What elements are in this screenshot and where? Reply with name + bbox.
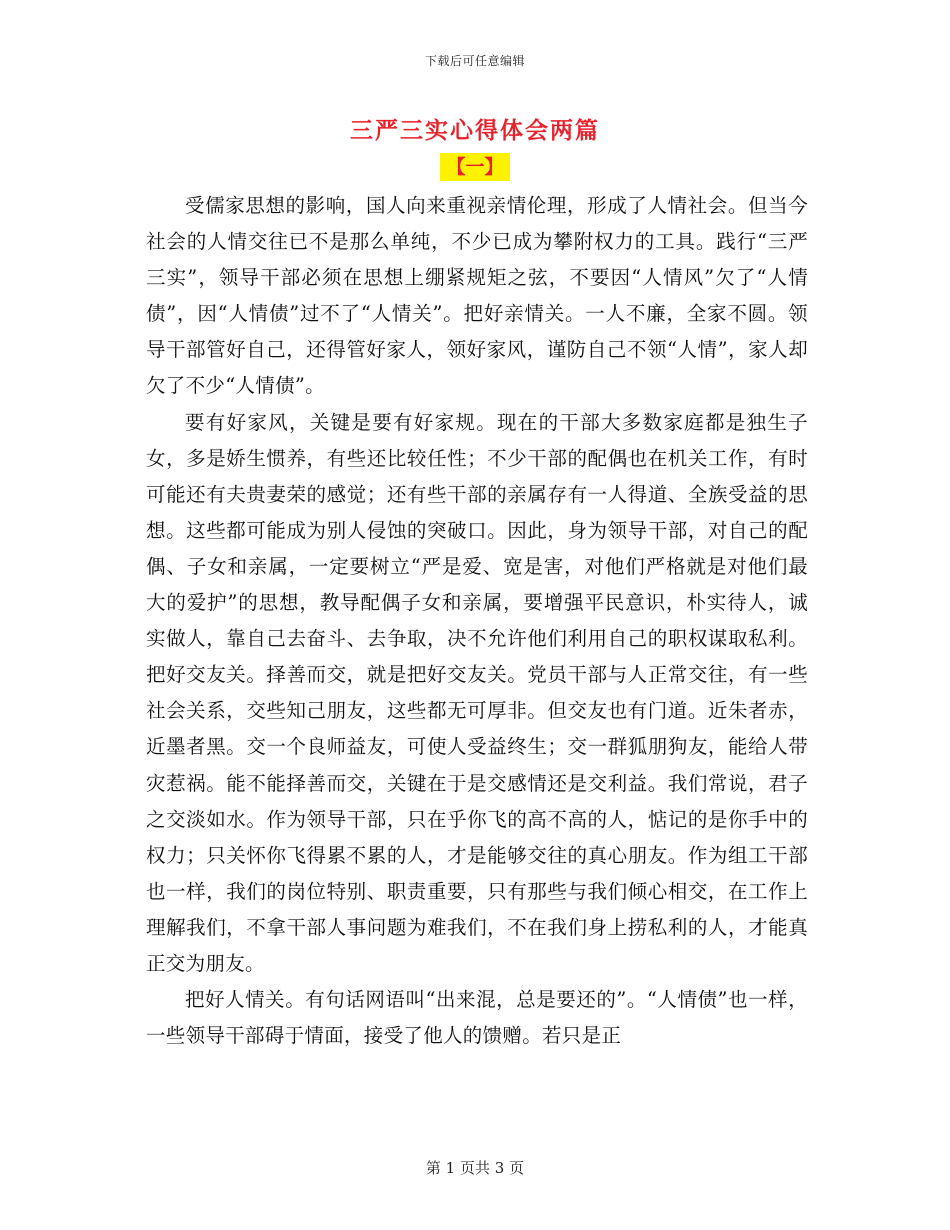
- page-footer: 第 1 页共 3 页: [425, 1159, 525, 1177]
- body-text: [146, 188, 808, 1054]
- section-label-container: [0, 153, 950, 181]
- paragraph-3: 把好人情关。有句话网语叫“出来混，总是要还的”。“人情债”也一样，一些领导干部碍于情面，接受了他人的馈赠。若只是正: [146, 988, 808, 1048]
- section-label: 【一】: [440, 153, 509, 181]
- header-note: 下载后可任意编辑: [424, 54, 525, 68]
- document-title: 三严三实心得体会两篇: [350, 118, 600, 144]
- paragraph-2: 要有好家风，关键是要有好家规。现在的干部大多数家庭都是独生子女，多是娇生惯养，有些还比较任性；不少干部的配偶也在机关工作，有时可能还有夫贵妻荣的感觉；还有些干部的亲属存有一人得道、全族受益的思想。这些都可能成为别人侵蚀的突破口。因此，身为领导干部，对自己的配偶、子女和亲属，一定要树立“严是爱、宽是害，对他们严格就是对他们最大的爱护”的思想，教导配偶子女和亲属，要增强平民意识，朴实待人，诚实做人，靠自己去奋斗、去争取，决不允许他们利用自己的职权谋取私利。把好交友关。择善而交，就是把好交友关。党员干部与人正常交往，有一些社会关系，交些知己朋友，这些都无可厚非。但交友也有门道。近朱者赤，近墨者黑。交一个良师益友，可使人受益终生；交一群狐朋狗友，能给人带灾惹祸。能不能择善而交，关键在于是交感情还是交利益。我们常说，君子之交淡如水。作为领导干部，只在乎你飞的高不高的人，惦记的是你手中的权力；只关怀你飞得累不累的人，才是能够交往的真心朋友。作为组工干部也一样，我们的岗位特别、职责重要，只有那些与我们倾心相交，在工作上理解我们，不拿干部人事问题为难我们，不在我们身上捞私利的人，才能真正交为朋友。: [146, 410, 808, 975]
- paragraph-1: 受儒家思想的影响，国人向来重视亲情伦理，形成了人情社会。但当今社会的人情交往已不是那么单纯，不少已成为攀附权力的工具。践行“三严三实”，领导干部必须在思想上绷紧规矩之弦，不要因“人情风”欠了“人情债”，因“人情债”过不了“人情关”。把好亲情关。一人不廉，全家不圆。领导干部管好自己，还得管好家人，领好家风，谨防自己不领“人情”，家人却欠了不少“人情债”。: [146, 194, 808, 398]
